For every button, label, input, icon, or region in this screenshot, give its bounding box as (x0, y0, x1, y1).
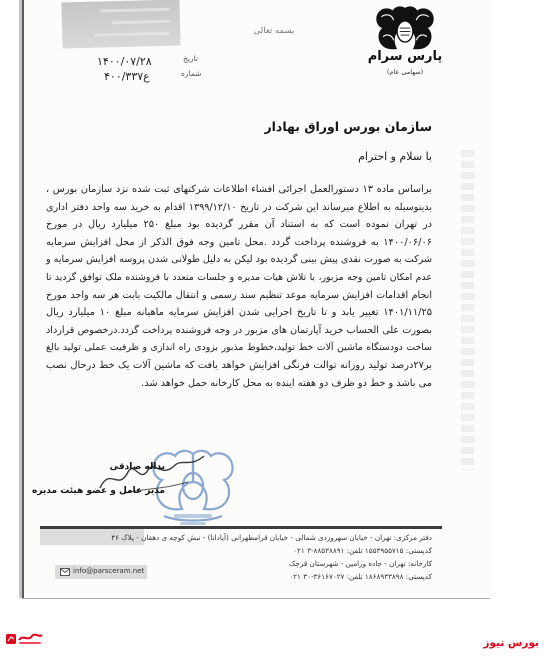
date-value: ۱۴۰۰/۰۷/۲۸ (97, 55, 152, 68)
body-line-text: ساخت دودستگاه ماشین آلات خط تولید،خطوط مذبور بزودی راه اندازی و ظرفیت عملی تولید بالغ (46, 342, 432, 354)
body-line-text: در تهران نموده است که به استناد آن مقرر گردیده بود مبلغ ۲۵۰ میلیارد ریال در مورخ (46, 219, 432, 231)
company-type: (سهامی عام) (386, 68, 424, 76)
body-line (46, 269, 432, 287)
date-label: تاریخ (183, 54, 198, 63)
registration-line (112, 20, 170, 25)
recipient-heading: سازمان بورس اوراق بهادار (264, 119, 432, 134)
signatory-title: مدیر عامل و عضو هیئت مدیره (32, 486, 165, 496)
letter-body (46, 181, 432, 392)
number-value: ۴۰۰/۳۳۷ع (104, 70, 150, 83)
registration-line (100, 8, 170, 13)
body-line-text: شرکت به صورت نقدی پیش بینی گردیده بود لیکن به دلیل طولانی شدن پروسه افزایش سرمایه و (46, 254, 432, 266)
body-line (46, 181, 432, 199)
body-line (46, 304, 432, 322)
registration-line (94, 32, 170, 37)
footer-factory-contact: کدپستی: ۱۸۶۸۹۳۳۸۹۸ تلفن: ۳۶۱۶۷۰۲۷-۳۰ ۰۲۱ (289, 572, 432, 581)
body-line-text: می باشد و خط دو ظرف دو هفته اینده به محل کارخانه حمل خواهد شد. (141, 377, 432, 389)
footer-email: info@parsceram.net (73, 567, 145, 575)
bismillah-heading: بسمه تعالی (253, 26, 295, 36)
footer-factory: کارخانه: تهران - جاده ورامین - شهرستان قرچک (289, 559, 432, 568)
body-line (46, 199, 432, 217)
body-line-text: عدم امکان تامین وجه مزبور، با تلاش هیات مدیره و جلسات متعدد با فروشنده ملک توافق گردید تا (46, 271, 432, 283)
margin-strip (461, 150, 474, 470)
body-line-text: براساس ماده ۱۳ دستورالعمل اجرائی افشاء اطلاعات شرکتهای ثبت شده نزد سازمان بورس ، (46, 184, 432, 195)
body-line (46, 216, 432, 234)
envelope-icon (60, 568, 70, 576)
footer-head-office: دفتر مرکزی: تهران - خیابان سهروردی شمالی - خیابان قرامطهرانی (آپادانا) - نبش کوچه ی دهقان - پلاک ۴۶ (111, 533, 432, 542)
pars-ceram-crest-icon (370, 4, 440, 52)
body-line-text: بر۲۷درصد تولید روزانه توالت فرنگی افزایش خواهد یافت که ماشین آلات یک خط درحال نصب (46, 359, 432, 371)
body-line (46, 375, 432, 393)
body-line (46, 251, 432, 269)
body-line (46, 234, 432, 252)
signatory-name: یداله صادقی (109, 462, 165, 472)
body-line (46, 287, 432, 305)
body-line-text: انجام اقدامات افزایش سرمایه موعد تنظیم سند رسمی و انتقال مالکیت بابت هر سه واحد مورخ (46, 289, 432, 301)
footer-head-office-contact: کدپستی: ۱۵۵۳۹۵۵۷۱۵ تلفن: ۸۸۵۳۸۸۹۱-۳ ۰۲۱ (293, 546, 432, 555)
body-line-text: بصورت علی الحساب خرید آپارتمان های مزبور در وجه فروشنده پرداخت گردد.درخصوص قرارداد (46, 324, 432, 336)
body-line-text: ۱۴۰۱/۱۱/۲۵ تغییر یابد و تا تاریخ اجرایی شدن افزایش سرمایه ماهیانه مبلغ ۱۰ میلیارد ریال (46, 307, 432, 319)
source-watermark: بورس نیوز (483, 637, 539, 649)
body-line-text: ۱۴۰۰/۰۶/۰۶ به فروشنده پرداخت گردد .محل تامین وجه فوق الذکر از محل افزایش سرمایه (46, 236, 432, 248)
body-line (46, 339, 432, 357)
bourse-news-logo-icon (4, 628, 44, 648)
number-label: شماره (181, 69, 202, 78)
greeting: با سلام و احترام (358, 150, 432, 163)
body-line (46, 357, 432, 375)
body-line-text: بدینوسیله به اطلاع میرساند این شرکت در تاریخ ۱۳۹۹/۱۲/۱۰ اقدام به خرید سه واحد دفتر اداری (46, 201, 432, 213)
body-line (46, 322, 432, 340)
company-name: پارس سرام (367, 49, 443, 64)
registration-box (61, 0, 180, 49)
